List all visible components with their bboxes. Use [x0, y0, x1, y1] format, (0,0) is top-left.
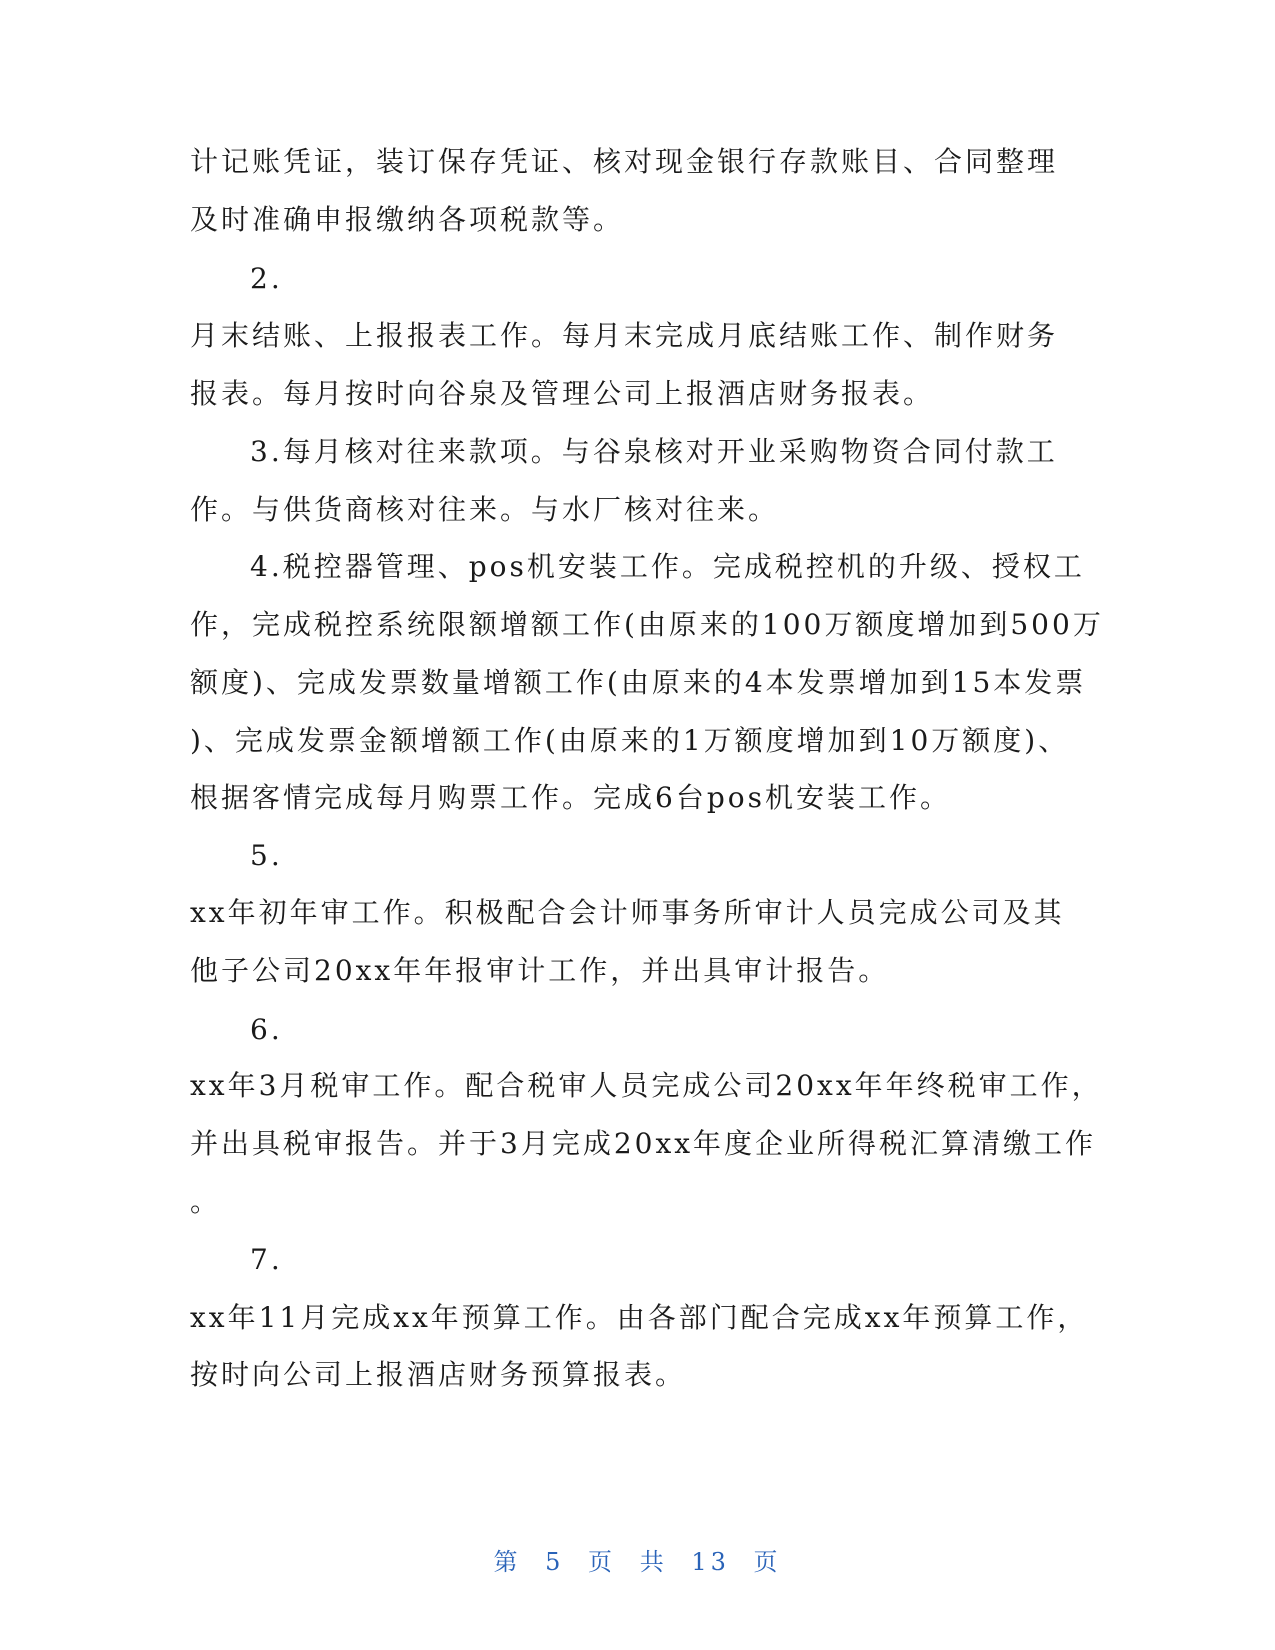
- text-line: 按时向公司上报酒店财务预算报表。: [190, 1358, 687, 1391]
- text-line: 并出具税审报告。并于3月完成20xx年度企业所得税汇算清缴工作: [190, 1127, 1097, 1160]
- text-line: 报表。每月按时向谷泉及管理公司上报酒店财务报表。: [190, 377, 935, 410]
- list-number: 5.: [250, 839, 283, 872]
- text-line: 4.税控器管理、pos机安装工作。完成税控机的升级、授权工: [250, 550, 1085, 583]
- page-unit: 页: [588, 1548, 617, 1576]
- page-suffix: 页: [753, 1548, 782, 1576]
- list-number: 7.: [250, 1243, 283, 1276]
- text-line: xx年11月完成xx年预算工作。由各部门配合完成xx年预算工作，: [190, 1301, 1089, 1334]
- text-line: 额度)、完成发票数量增额工作(由原来的4本发票增加到15本发票: [190, 666, 1087, 699]
- page-prefix: 第: [493, 1548, 522, 1576]
- total-label: 共: [639, 1548, 668, 1576]
- text-line: 3.每月核对往来款项。与谷泉核对开业采购物资合同付款工: [250, 435, 1058, 468]
- text-line: 及时准确申报缴纳各项税款等。: [190, 203, 625, 236]
- text-line: 他子公司20xx年年报审计工作，并出具审计报告。: [190, 954, 890, 987]
- text-line: xx年初年审工作。积极配合会计师事务所审计人员完成公司及其: [190, 896, 1065, 929]
- text-line: )、完成发票金额增额工作(由原来的1万额度增加到10万额度)、: [190, 724, 1070, 757]
- page-footer: [0, 1542, 1275, 1577]
- list-number: 6.: [250, 1013, 283, 1046]
- total-pages-number: 13: [691, 1548, 730, 1576]
- list-number: 2.: [250, 262, 283, 295]
- text-line: 作。与供货商核对往来。与水厂核对往来。: [190, 493, 780, 526]
- text-line: 根据客情完成每月购票工作。完成6台pos机安装工作。: [190, 781, 951, 814]
- current-page-number: 5: [545, 1548, 565, 1576]
- text-line: 作，完成税控系统限额增额工作(由原来的100万额度增加到500万: [190, 608, 1104, 641]
- text-line: 。: [190, 1185, 222, 1218]
- text-line: xx年3月税审工作。配合税审人员完成公司20xx年年终税审工作，: [190, 1069, 1103, 1102]
- text-line: 月末结账、上报报表工作。每月末完成月底结账工作、制作财务: [190, 319, 1059, 352]
- text-line: 计记账凭证，装订保存凭证、核对现金银行存款账目、合同整理: [190, 145, 1059, 178]
